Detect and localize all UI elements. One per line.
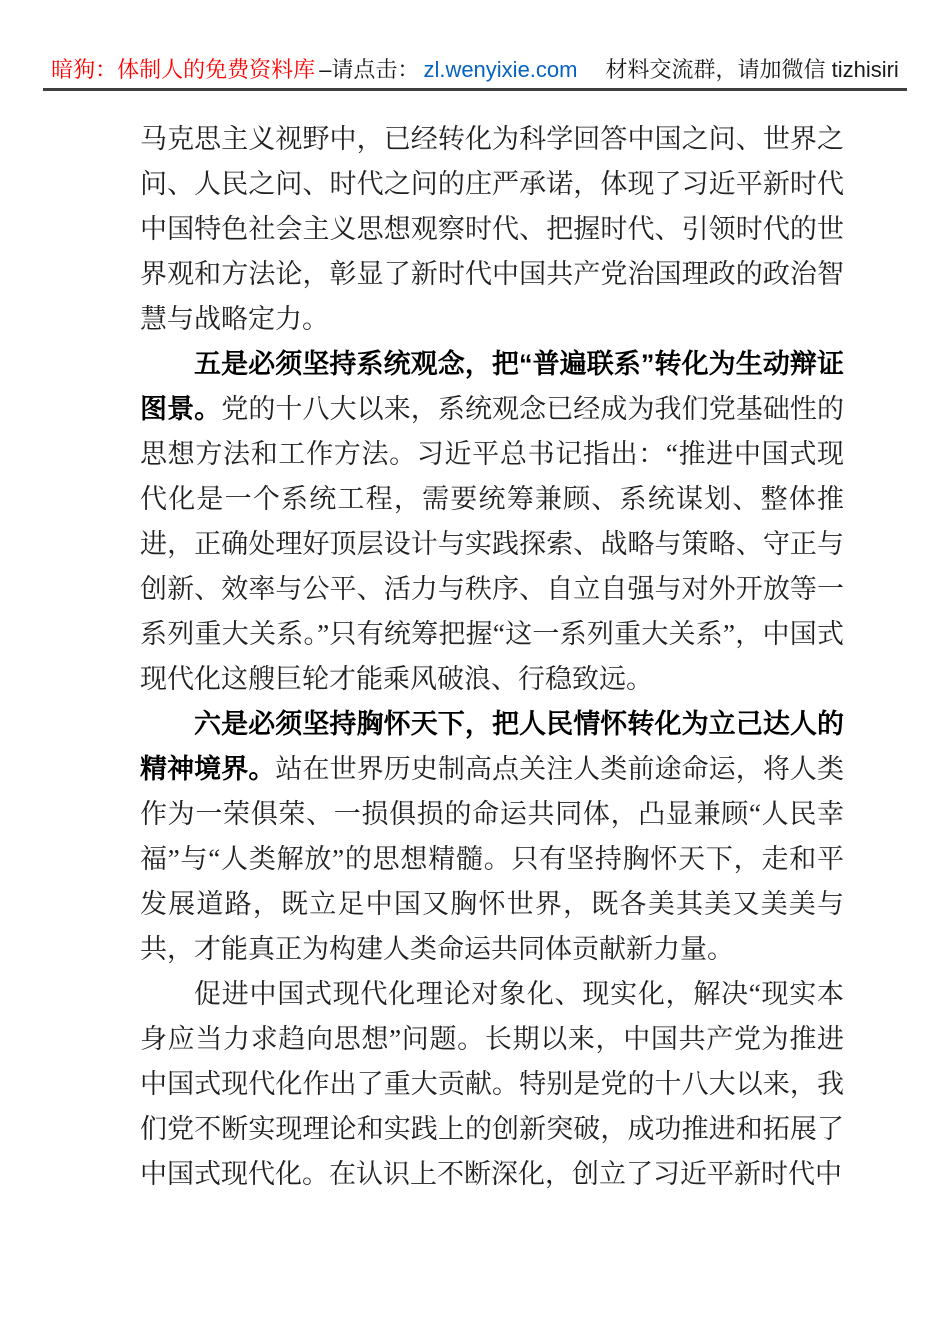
paragraph-lead-point-six: 六是必须坚持胸怀天下，把人民情怀转化为立己达人的精神境界。 bbox=[140, 709, 844, 784]
paragraph-text: 促进中国式现代化理论对象化、现实化，解决“现实本身应当力求趋向思想”问题。长期以来，中国共产党为推进中国式现代化作出了重大贡献。特别是党的十八大以来，我们党不断实现理论和实践上的创新突破，成功推进和拓展了中国式现代化。在认识上不断深化，创立了习近平新时代中 bbox=[140, 979, 844, 1189]
paragraph-lead-point-five: 五是必须坚持系统观念，把“普遍联系”转化为生动辩证图景。 bbox=[140, 349, 844, 424]
paragraph-text: 站在世界历史制高点关注人类前途命运，将人类作为一荣俱荣、一损俱损的命运共同体，凸显兼顾“人民幸福”与“人类解放”的思想精髓。只有坚持胸怀天下，走和平发展道路，既立足中国又胸怀世界，既各美其美又美美与共，才能真正为构建人类命运共同体贡献新力量。 bbox=[140, 754, 845, 964]
header-site-link[interactable]: zl.wenyixie.com bbox=[423, 57, 578, 82]
header-banner-row bbox=[0, 0, 950, 91]
paragraph-promote-modernization bbox=[140, 972, 844, 1197]
paragraph-text: 党的十八大以来，系统观念已经成为我们党基础性的思想方法和工作方法。习近平总书记指出：“推进中国式现代化是一个系统工程，需要统筹兼顾、系统谋划、整体推进，正确处理好顶层设计与实践探索、战略与策略、守正与创新、效率与公平、活力与秩序、自立自强与对外开放等一系列重大关系。”只有统筹把握“这一系列重大关系”，中国式现代化这艘巨轮才能乘风破浪、行稳致远。 bbox=[140, 394, 845, 694]
header-banner bbox=[43, 56, 907, 91]
paragraph-continuation bbox=[140, 117, 844, 342]
paragraph-point-six bbox=[140, 702, 844, 972]
header-click-prompt: –请点击： bbox=[319, 57, 420, 82]
header-group-note: 材料交流群，请加微信 tizhisiri bbox=[605, 57, 899, 82]
document-body bbox=[140, 117, 844, 1197]
paragraph-point-five bbox=[140, 342, 844, 702]
header-brand-text: 暗狗：体制人的免费资料库 bbox=[51, 57, 316, 82]
paragraph-text: 马克思主义视野中，已经转化为科学回答中国之问、世界之问、人民之问、时代之问的庄严承诺，体现了习近平新时代中国特色社会主义思想观察时代、把握时代、引领时代的世界观和方法论，彰显了新时代中国共产党治国理政的政治智慧与战略定力。 bbox=[140, 124, 844, 334]
